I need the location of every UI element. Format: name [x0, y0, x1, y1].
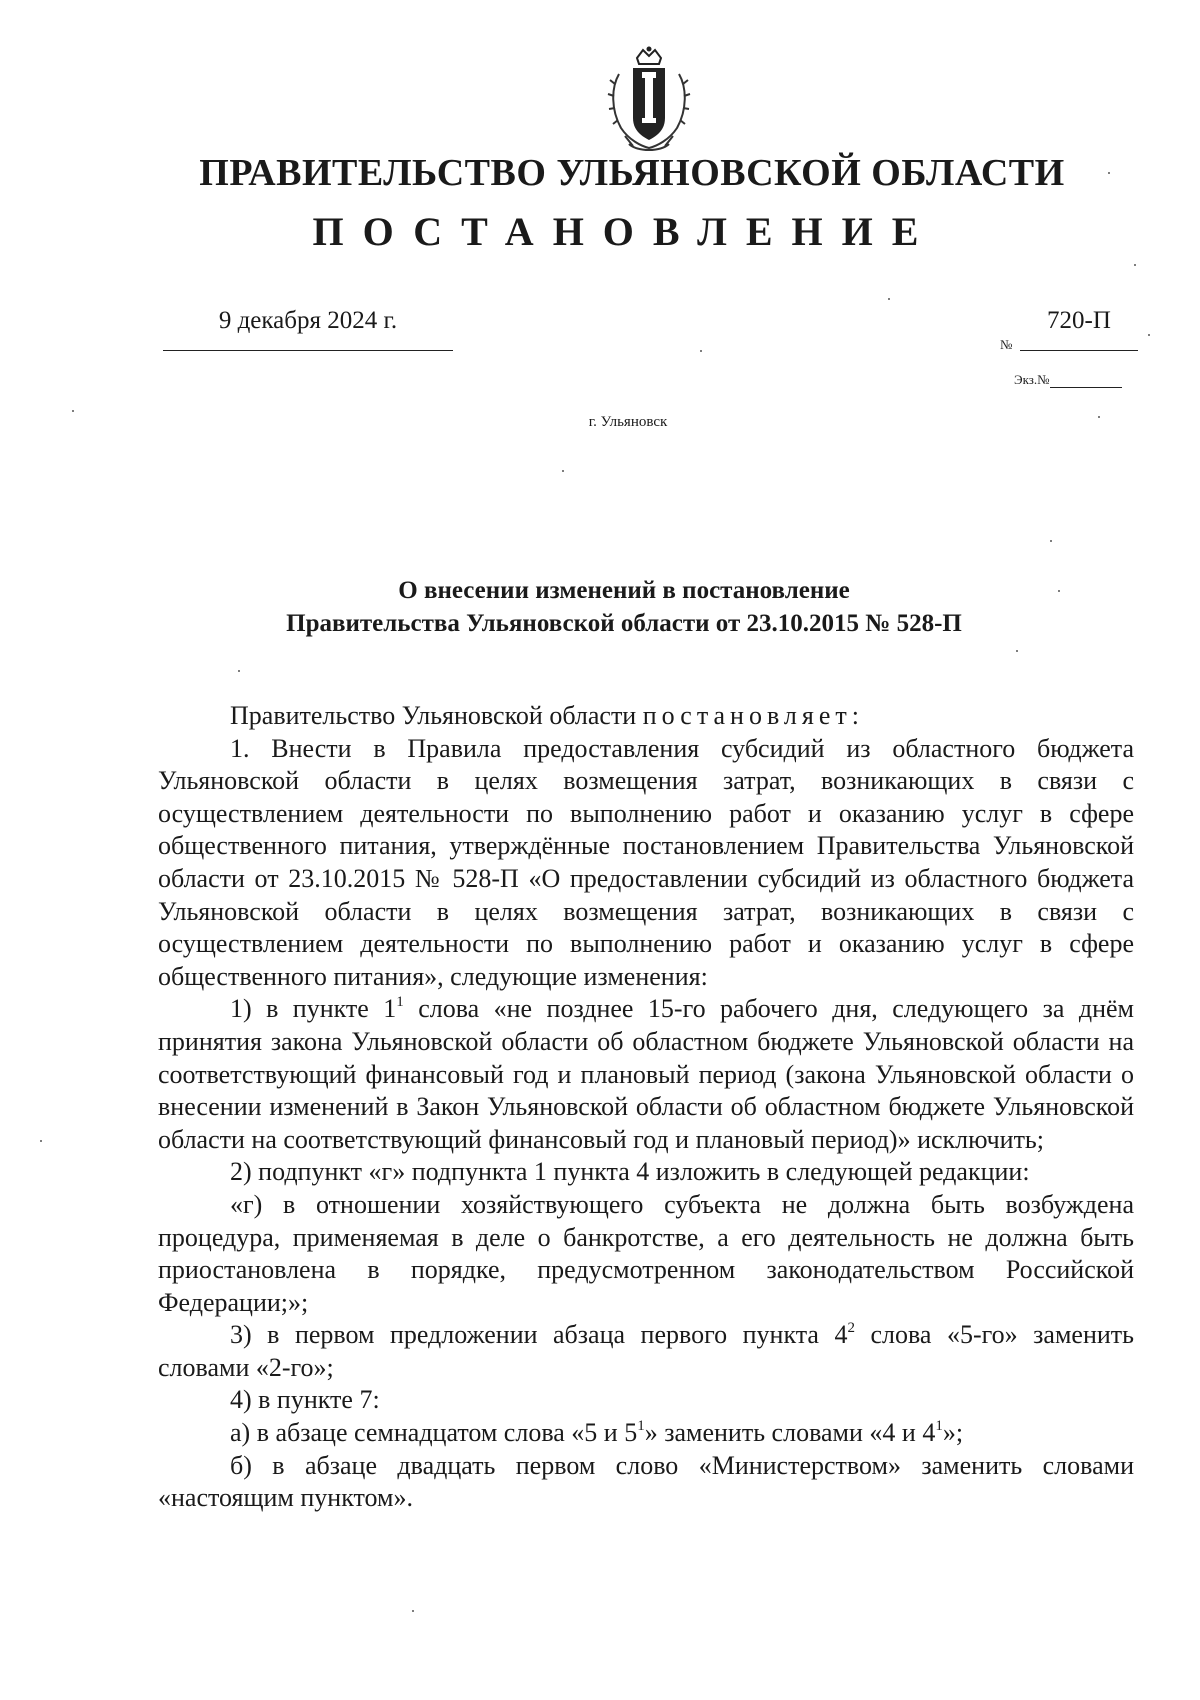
- item-4a-text-end: »;: [942, 1418, 964, 1448]
- item-4a-text-middle: » заменить словами «4 и 4: [644, 1418, 936, 1448]
- preamble-paragraph: [158, 700, 1134, 733]
- preamble-colon: :: [851, 701, 859, 730]
- clause-1-item-1-paragraph: [158, 993, 1134, 1156]
- clause-1-item-2-quote-paragraph: «г) в отношении хозяйствующего субъекта не должна быть возбуждена процедура, применяемая в деле о банкротстве, а его деятельность не должна быть приостановлена в порядке, предусмотренном законодательством Российской Федерации;»;: [158, 1189, 1134, 1317]
- document-type-title: ПОСТАНОВЛЕНИЕ: [312, 209, 938, 254]
- preamble-verb: постановляет: [642, 701, 852, 730]
- clause-1-item-2-paragraph: 2) подпункт «г» подпункта 1 пункта 4 изложить в следующей редакции:: [230, 1157, 1030, 1187]
- scan-speck: [1098, 416, 1100, 418]
- item-4a-superscript-1: 1: [637, 1418, 645, 1435]
- document-date: 9 декабря 2024 г.: [163, 306, 453, 351]
- coat-of-arms-emblem: [607, 44, 691, 156]
- copy-number-blank: [1050, 375, 1122, 388]
- clause-1-item-4b-paragraph: б) в абзаце двадцать первом слово «Министерством» заменить словами «настоящим пунктом».: [158, 1450, 1134, 1513]
- clause-1-item-4-paragraph: 4) в пункте 7:: [230, 1385, 380, 1415]
- item-3-superscript: 2: [847, 1320, 855, 1337]
- scan-speck: [1108, 172, 1110, 174]
- scan-speck: [700, 350, 702, 352]
- scan-speck: [1016, 650, 1018, 652]
- clause-1-item-4a-paragraph: [158, 1417, 1134, 1450]
- document-subject: [0, 574, 1200, 640]
- government-title: ПРАВИТЕЛЬСТВО УЛЬЯНОВСКОЙ ОБЛАСТИ: [199, 152, 1065, 194]
- scan-speck: [72, 410, 74, 412]
- scan-speck: [1134, 264, 1136, 266]
- item-3-text-end: слова «5-го» заменить словами «2-го»;: [158, 1320, 1134, 1382]
- document-city: г. Ульяновск: [588, 414, 668, 430]
- item-1-superscript: 1: [396, 994, 404, 1011]
- item-3-text-start: 3) в первом предложении абзаца первого пункта 4: [230, 1320, 848, 1350]
- subject-line-1: О внесении изменений в постановление: [398, 577, 850, 604]
- preamble-text: Правительство Ульяновской области: [230, 701, 643, 730]
- scan-speck: [1050, 540, 1052, 542]
- item-1-text-start: 1) в пункте 1: [230, 994, 397, 1024]
- scan-speck: [562, 470, 564, 472]
- clause-1-item-3-paragraph: [158, 1319, 1134, 1384]
- item-4a-superscript-2: 1: [935, 1418, 943, 1435]
- document-number: 720-П: [1020, 306, 1138, 351]
- subject-line-2: Правительства Ульяновской области от 23.10.2015 № 528-П: [286, 610, 962, 637]
- scan-speck: [40, 1140, 42, 1142]
- scan-speck: [412, 1610, 414, 1612]
- scan-speck: [1148, 334, 1150, 336]
- copy-number-label: Экз.№: [1014, 372, 1050, 387]
- document-body: [158, 700, 1134, 1515]
- scan-speck: [238, 670, 240, 672]
- copy-number-block: [1014, 372, 1140, 388]
- number-sign: №: [1000, 337, 1013, 352]
- scan-speck: [888, 298, 890, 300]
- item-1-text-end: слова «не позднее 15-го рабочего дня, следующего за днём принятия закона Ульяновской области об областном бюджете Ульяновской области на соответствующий финансовый год и плановый период (закона Ульяновской области о внесении изменений в Закон Ульяновской области об областном бюджете Ульяновской области на соответствующий финансовый год и плановый период)» исключить;: [158, 994, 1134, 1154]
- clause-1-paragraph: 1. Внести в Правила предоставления субсидий из областного бюджета Ульяновской области в целях возмещения затрат, возникающих в связи с осуществлением деятельности по выполнению работ и оказанию услуг в сфере общественного питания, утверждённые постановлением Правительства Ульяновской области от 23.10.2015 № 528-П «О предоставлении субсидий из областного бюджета Ульяновской области в целях возмещения затрат, возникающих в связи с осуществлением деятельности по выполнению работ и оказанию услуг в сфере общественного питания», следующие изменения:: [158, 733, 1134, 991]
- item-4a-text-start: а) в абзаце семнадцатом слова «5 и 5: [230, 1418, 638, 1448]
- scan-speck: [1058, 590, 1060, 592]
